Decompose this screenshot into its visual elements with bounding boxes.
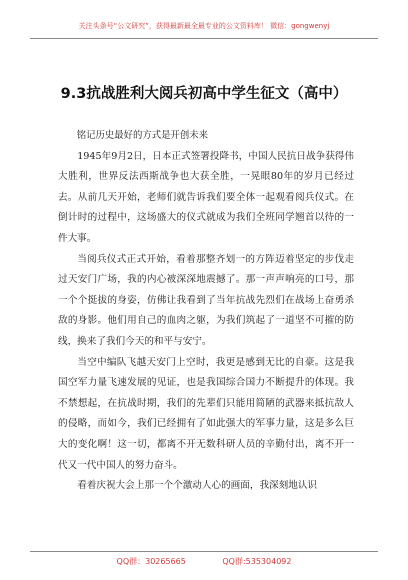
page-header <box>30 18 378 39</box>
header-promo-text: 关注头条号“公文研究”，获得最新最全最专业的公文资料库！ 微信：gongwenyj <box>78 22 330 30</box>
document-title: 9.3抗战胜利大阅兵初高中学生征文（高中） <box>60 86 348 102</box>
page-footer <box>30 551 378 567</box>
footer-qq-group-1: QQ群：30265665 <box>116 557 186 566</box>
body-paragraph: 当空中编队飞越天安门上空时，我更是感到无比的自豪。这是我国空军力量飞速发展的见证，也是我国综合国力不断提升的体现。我不禁想起，在抗战时期，我们的先辈们只能用简陋的武器来抵抗敌人的侵略，而如今，我们已经拥有了如此强大的军事力量，这是多么巨大的变化啊！这一切，都离不开无数科研人员的辛勤付出，离不开一代又一代中国人的努力奋斗。 <box>58 356 354 471</box>
footer-qq-group-2: QQ群:535304092 <box>222 557 292 566</box>
body-paragraph: 看着庆祝大会上那一个个激动人心的画面，我深刻地认识 <box>77 480 318 492</box>
document-body <box>58 126 354 497</box>
body-paragraph: 当阅兵仪式正式开始，看着那整齐划一的方阵迈着坚定的步伐走过天安门广场，我的内心被深深地震撼了。那一声声响亮的口号，那一个个挺拔的身姿，仿佛让我看到了当年抗战先烈们在战场上奋勇杀敌的身影。他们用自己的血肉之躯，为我们筑起了一道坚不可摧的防线，换来了我们今天的和平与安宁。 <box>58 253 354 347</box>
body-paragraph: 1945年9月2日，日本正式签署投降书，中国人民抗日战争获得伟大胜利，世界反法西斯战争也大获全胜，一晃眼80年的岁月已经过去。从前几天开始，老师们就告诉我们要全体一起观看阅兵仪式。在倒计时的过程中，这场盛大的仪式就成为我们全班同学翘首以待的一件大事。 <box>58 150 354 244</box>
body-paragraph-lead: 铭记历史最好的方式是开创未来 <box>76 130 209 141</box>
